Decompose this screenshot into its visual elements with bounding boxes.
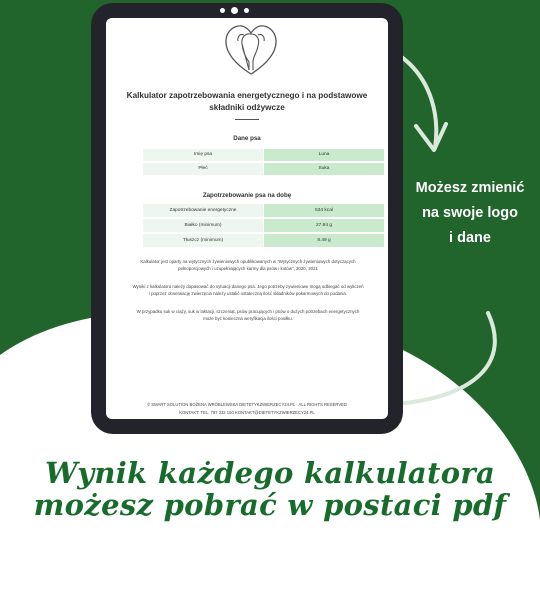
dog-data-section-title: Dane psa: [233, 135, 261, 142]
headline-line: możesz pobrać w postaci pdf: [33, 488, 507, 522]
document-title: [126, 90, 368, 114]
document-title-line: składniki odżywcze: [209, 103, 285, 112]
side-note: [400, 176, 540, 251]
side-note-line: na swoje logo: [422, 205, 518, 221]
footer-contact: KONTAKT: TEL. 797 332 150 KONTAKT@DIETETYKZWIERZECY24.PL: [179, 410, 315, 415]
title-divider: [235, 119, 259, 120]
info-paragraph: W przypadku suk w ciąży, suk w laktacji, szczeniąt, psów pracujących i psów o dużych potrzebach energetycznych może być konieczna weryfikacja ilości posiłku.: [136, 309, 360, 321]
footer-copyright: © SMART SOLUTION BOŻENA WRÓBLEWSKA DIETETYKZWIERZECY24.PL · ALL RIGHTS RESERVED: [147, 402, 347, 407]
table-value: Luna: [264, 149, 384, 161]
table-label: Białko (minimum): [143, 219, 263, 232]
heart-dog-outline-icon: [223, 22, 279, 78]
table-row: [143, 204, 385, 217]
table-row: [143, 149, 385, 161]
camera-dot: [244, 8, 249, 13]
table-label: Tłuszcz (minimum): [143, 234, 263, 247]
side-note-line: Możesz zmienić: [415, 180, 525, 196]
table-label: Płeć: [143, 163, 263, 175]
info-paragraph: Kalkulator jest oparty na wytycznych żywieniowych opublikowanych w "Wytycznych żywieniowych dotyczących pełnoporcjowych i uzupełniających karmy dla psów i kotów", 2020, 2021: [140, 259, 356, 271]
document-footer: [126, 401, 368, 417]
headline-line: Wynik każdego kalkulatora: [44, 456, 496, 490]
daily-needs-table: [143, 204, 385, 249]
table-value: 27.84 g: [264, 219, 384, 232]
table-row: [143, 219, 385, 232]
tablet-device: [91, 3, 403, 434]
side-note-line: i dane: [449, 230, 491, 246]
dog-data-table: [143, 149, 385, 177]
info-paragraph: Wyniki z kalkulatora należy dopasować do sytuacji danego psa. Jego potrzeby żywieniowe mogą odbiegać od wyliczeń i poprzez obserwację zwierzęcia należy ustalić ostateczną ilość składników pokarmowych do podania.: [132, 284, 364, 296]
table-value: Suka: [264, 163, 384, 175]
table-value: 534 kcal: [264, 204, 384, 217]
camera-dot: [220, 8, 225, 13]
table-label: Imię psa: [143, 149, 263, 161]
table-value: 8.49 g: [264, 234, 384, 247]
table-row: [143, 163, 385, 175]
table-row: [143, 234, 385, 247]
camera-dot: [231, 7, 238, 14]
daily-needs-section-title: Zapotrzebowanie psa na dobę: [202, 192, 292, 199]
table-label: Zapotrzebowanie energetyczne: [143, 204, 263, 217]
headline: [0, 457, 540, 521]
pdf-document: [106, 18, 388, 419]
document-title-line: Kalkulator zapotrzebowania energetycznego i na podstawowe: [126, 91, 368, 100]
